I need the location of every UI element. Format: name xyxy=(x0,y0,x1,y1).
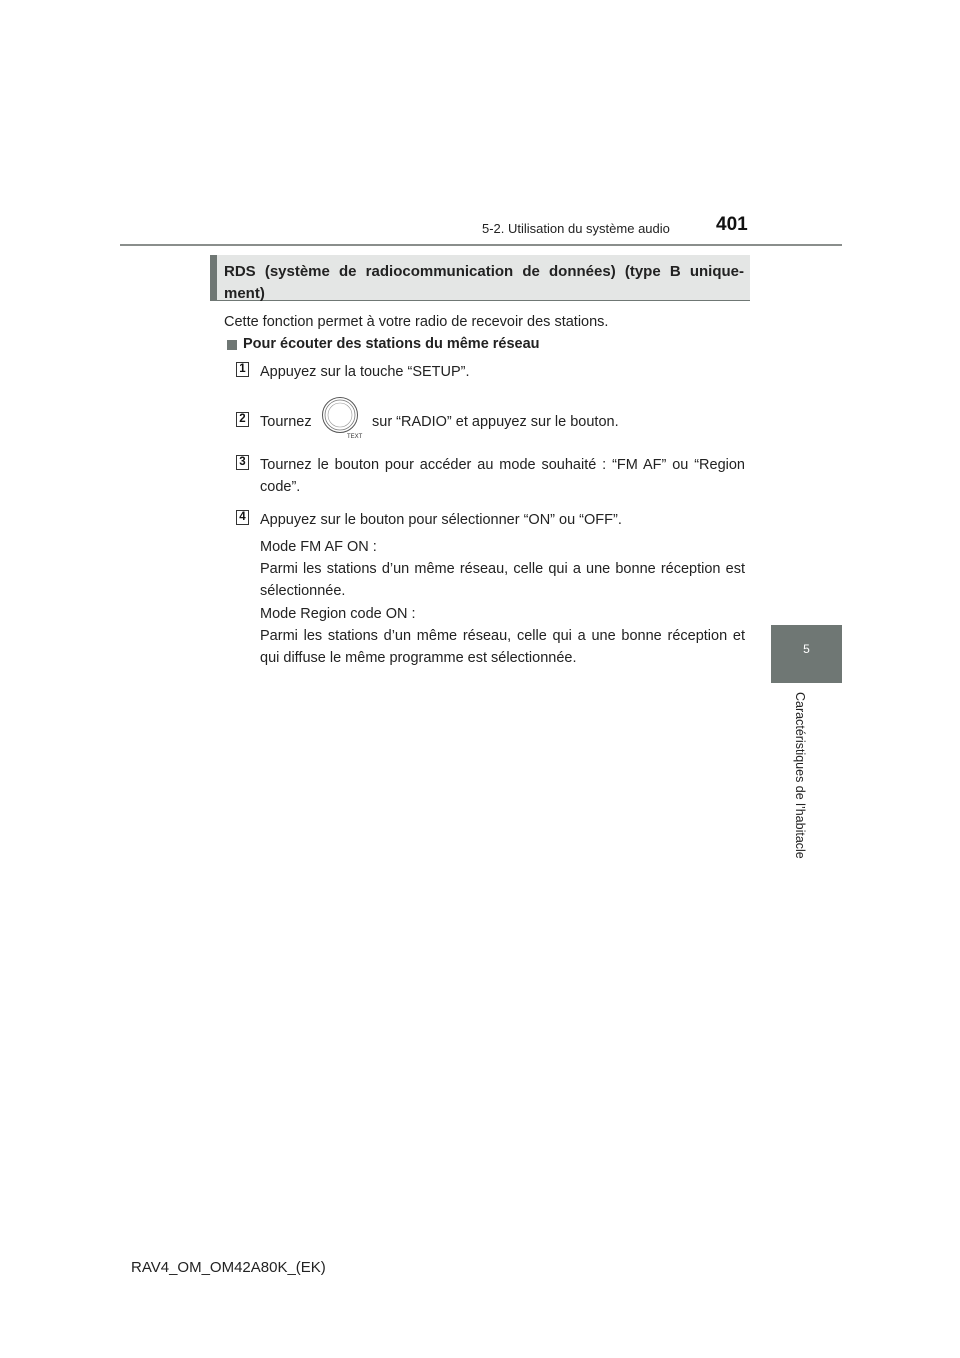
step-text-after-icon: sur “RADIO” et appuyez sur le bouton. xyxy=(372,414,619,430)
mode-description xyxy=(260,603,745,669)
mode-description xyxy=(260,536,745,602)
step-number-badge: 4 xyxy=(236,510,249,525)
square-bullet-icon xyxy=(227,340,237,350)
mode-label: Mode FM AF ON : xyxy=(260,539,377,555)
mode-text: Parmi les stations d’un même réseau, celle qui a une bonne réception et qui diffuse le même programme est sélectionnée. xyxy=(260,628,745,666)
document-code: RAV4_OM_OM42A80K_(EK) xyxy=(131,1259,326,1276)
mode-text: Parmi les stations d’un même réseau, celle qui a une bonne réception est sélectionnée. xyxy=(260,561,745,599)
step-number-badge: 2 xyxy=(236,412,249,427)
knob-icon-label: TEXT xyxy=(347,434,363,440)
step-number-badge: 3 xyxy=(236,455,249,470)
tune-knob-icon xyxy=(320,395,366,441)
subheading: Pour écouter des stations du même réseau xyxy=(243,336,540,352)
step-text: Appuyez sur le bouton pour sélectionner “ON” ou “OFF”. xyxy=(260,512,622,528)
chapter-title-vertical: Caractéristiques de l’habitacle xyxy=(793,692,807,859)
step-text-before-icon: Tournez xyxy=(260,414,312,430)
step-text: Appuyez sur la touche “SETUP”. xyxy=(260,364,470,380)
section-header: 5-2. Utilisation du système audio xyxy=(482,221,670,236)
step-text: Tournez le bouton pour accéder au mode souhaité : “FM AF” ou “Region code”. xyxy=(260,457,745,495)
mode-label: Mode Region code ON : xyxy=(260,606,416,622)
section-title: RDS (système de radiocommunication de données) (type B unique-ment) xyxy=(224,263,744,302)
header-divider xyxy=(120,244,842,246)
chapter-number: 5 xyxy=(803,642,810,656)
intro-paragraph: Cette fonction permet à votre radio de recevoir des stations. xyxy=(224,314,609,330)
step-number-badge: 1 xyxy=(236,362,249,377)
page-number: 401 xyxy=(716,214,748,235)
